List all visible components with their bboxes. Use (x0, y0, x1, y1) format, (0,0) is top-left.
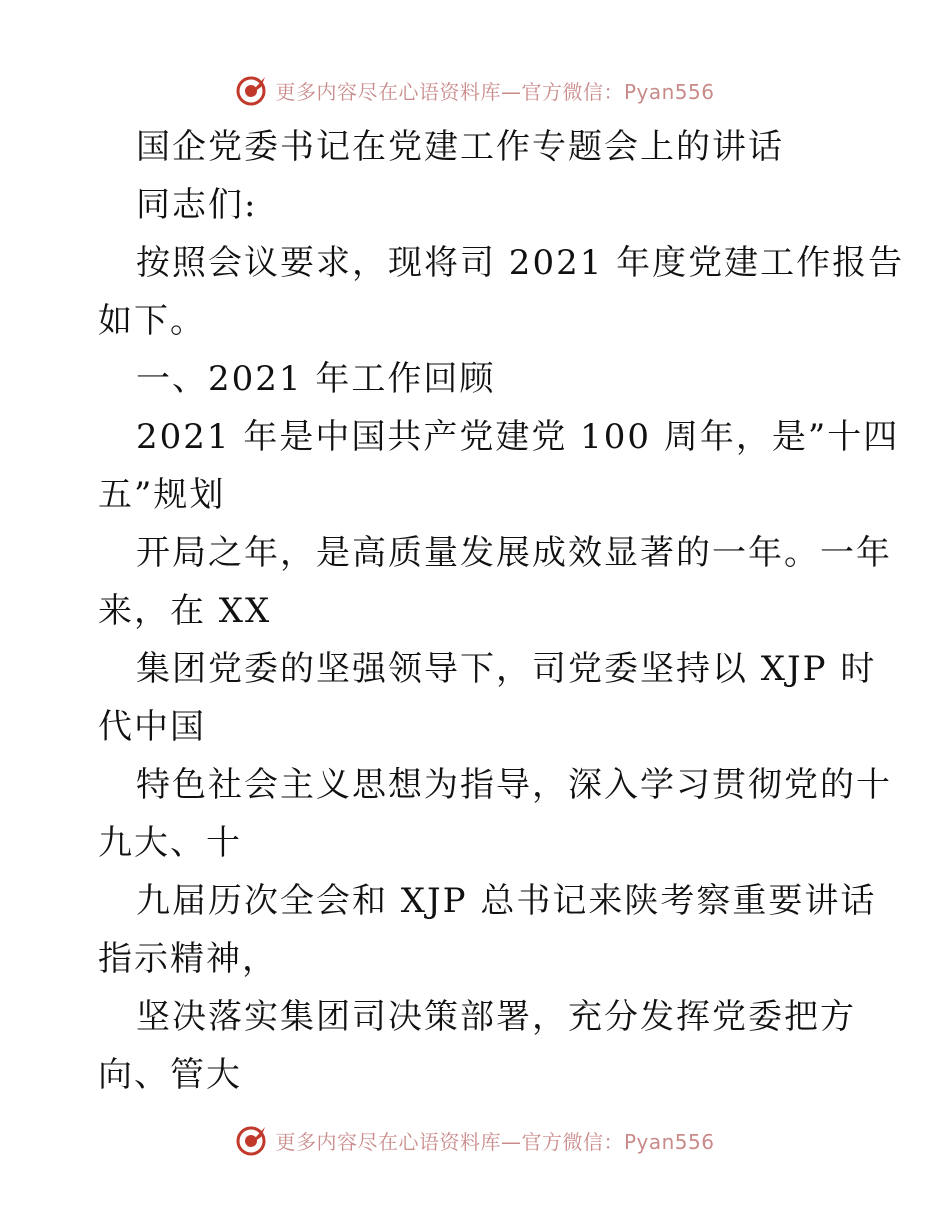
header-banner-text: 更多内容尽在心语资料库—官方微信：Pyan556 (275, 79, 715, 104)
salutation: 同志们: (136, 185, 258, 225)
paragraph-line: 如下。 (98, 301, 206, 341)
paragraph-line: 2021 年是中国共产党建党 100 周年，是”十四 (136, 417, 900, 457)
header-watermark-banner (0, 70, 950, 110)
paragraph-line: 按照会议要求，现将司 2021 年度党建工作报告 (136, 243, 905, 283)
quill-pen-logo-icon (235, 73, 269, 107)
paragraph-line: 五”规划 (98, 475, 226, 515)
paragraph-line: 九大、十 (98, 823, 242, 863)
paragraph-line: 坚决落实集团司决策部署，充分发挥党委把方 (136, 997, 856, 1037)
document-title: 国企党委书记在党建工作专题会上的讲话 (136, 127, 784, 167)
footer-watermark-banner (0, 1120, 950, 1160)
paragraph-line: 集团党委的坚强领导下，司党委坚持以 XJP 时 (136, 649, 877, 689)
paragraph-line: 向、管大 (98, 1055, 242, 1095)
paragraph-line: 指示精神， (98, 939, 278, 979)
footer-banner-text: 更多内容尽在心语资料库—官方微信：Pyan556 (275, 1129, 715, 1154)
section-heading: 一、2021 年工作回顾 (136, 359, 496, 399)
paragraph-line: 代中国 (98, 707, 206, 747)
paragraph-line: 九届历次全会和 XJP 总书记来陕考察重要讲话 (136, 881, 877, 921)
paragraph-line: 开局之年，是高质量发展成效显著的一年。一年 (136, 533, 892, 573)
paragraph-line: 特色社会主义思想为指导，深入学习贯彻党的十 (136, 765, 892, 805)
document-body (98, 118, 905, 1104)
quill-pen-logo-icon (235, 1123, 269, 1157)
paragraph-line: 来，在 XX (98, 591, 272, 631)
